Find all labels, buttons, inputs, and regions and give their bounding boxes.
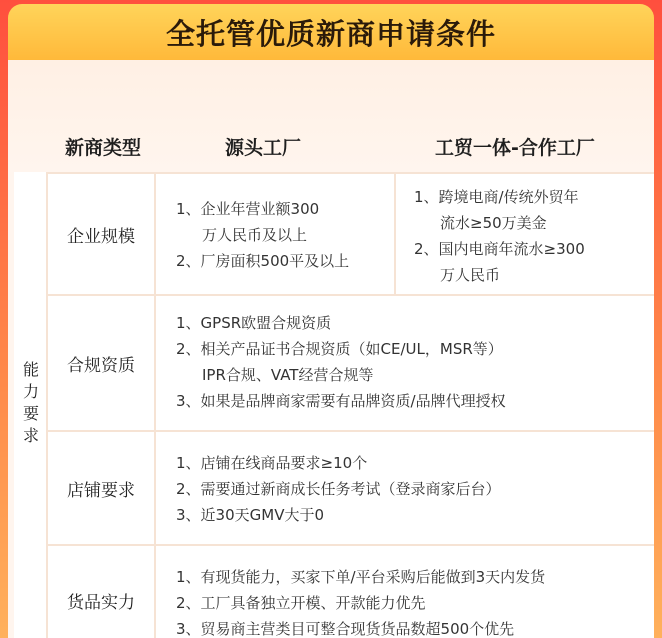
cell-line: IPR合规、VAT经营合规等 — [202, 366, 374, 384]
cell-line: 2、需要通过新商成长任务考试（登录商家后台） — [176, 480, 501, 498]
trade-factory-cell — [414, 184, 585, 288]
row-label: 货品实力 — [48, 546, 156, 638]
row-label: 店铺要求 — [48, 432, 156, 544]
side-label: 能力要求 — [20, 361, 40, 449]
cell-line: 3、贸易商主营类目可整合现货货品数超500个优先 — [176, 620, 515, 638]
cell-line: 1、有现货能力，买家下单/平台采购后能做到3天内发货 — [176, 568, 546, 586]
cell-line: 2、相关产品证书合规资质（如CE/UL，MSR等） — [176, 340, 503, 358]
cell-line: 1、店铺在线商品要求≥10个 — [176, 454, 368, 472]
cell-line: 3、如果是品牌商家需要有品牌资质/品牌代理授权 — [176, 392, 506, 410]
table-row-compliance — [48, 294, 654, 430]
cell-line: 1、跨境电商/传统外贸年 — [414, 188, 579, 206]
cell-line: 流水≥50万美金 — [440, 214, 547, 232]
column-divider — [394, 174, 396, 294]
cell-line: 1、企业年营业额300 — [176, 200, 320, 218]
compliance-cell — [176, 310, 506, 414]
row-label: 企业规模 — [48, 174, 156, 294]
table-row-enterprise-scale — [48, 172, 654, 294]
side-label-column — [14, 172, 48, 638]
cell-line: 2、工厂具备独立开模、开款能力优先 — [176, 594, 426, 612]
header-merchant-type: 新商类型 — [64, 136, 141, 159]
cell-line: 3、近30天GMV大于0 — [176, 506, 325, 524]
requirements-table — [8, 172, 654, 638]
title-banner — [8, 4, 654, 60]
table-header-row — [8, 118, 654, 174]
header-source-factory: 源头工厂 — [224, 136, 301, 159]
cell-line: 万人民币及以上 — [202, 226, 308, 244]
table-row-store — [48, 430, 654, 544]
source-factory-cell — [176, 196, 349, 274]
row-label: 合规资质 — [48, 296, 156, 430]
cell-line: 2、国内电商年流水≥300 — [414, 240, 585, 258]
header-trade-factory: 工贸一体-合作工厂 — [435, 136, 595, 159]
cell-line: 2、厂房面积500平及以上 — [176, 252, 350, 270]
cell-line: 1、GPSR欧盟合规资质 — [176, 314, 332, 332]
store-cell — [176, 450, 501, 528]
cell-line: 万人民币 — [440, 266, 501, 284]
table-row-goods — [48, 544, 654, 638]
requirements-card — [8, 60, 654, 638]
goods-cell — [176, 564, 545, 638]
page-title: 全托管优质新商申请条件 — [165, 16, 496, 51]
